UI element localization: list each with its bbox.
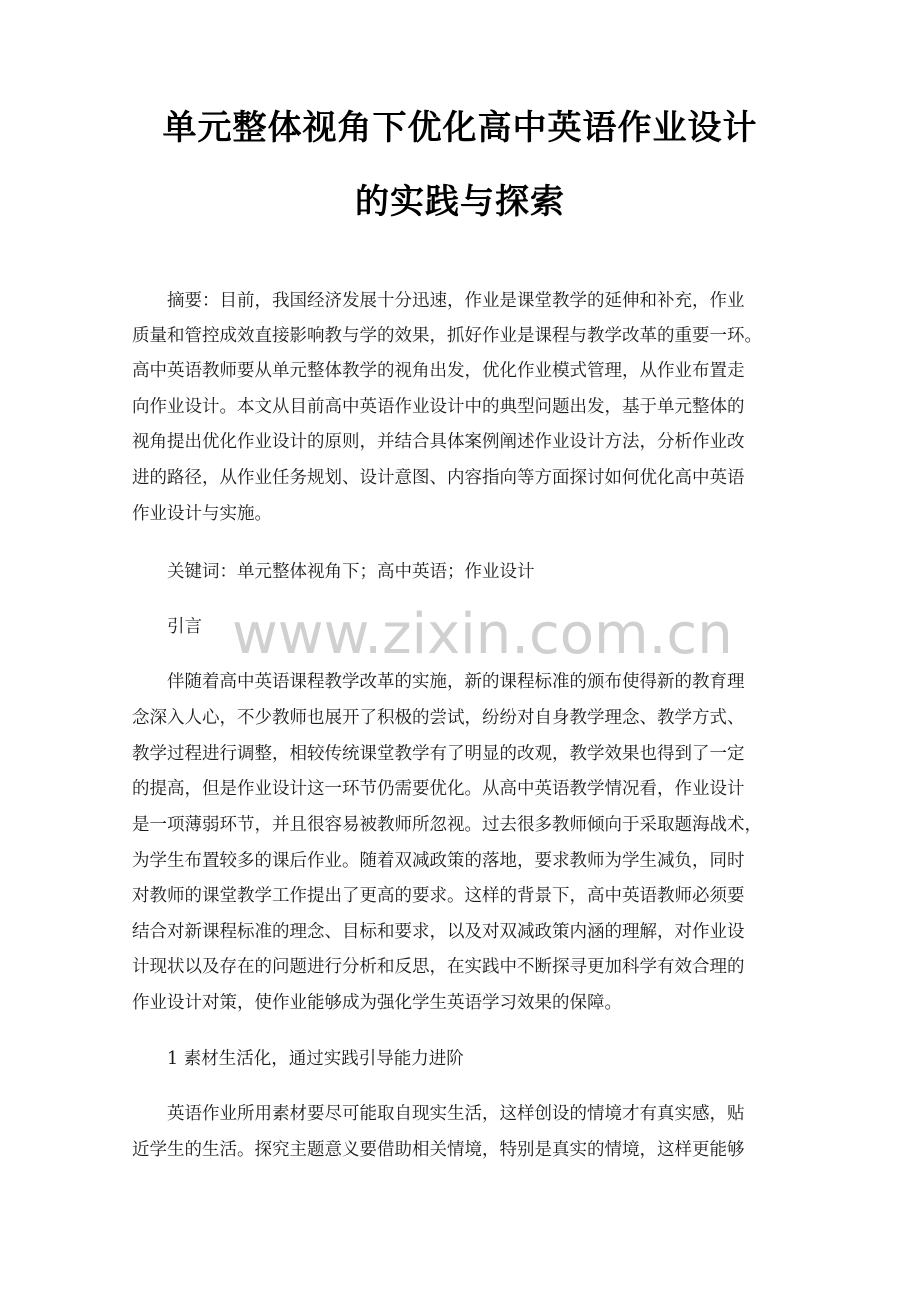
watermark: www.zixin.com.cn [232,602,733,667]
intro-line: 对教师的课堂教学工作提出了更高的要求。这样的背景下，高中英语教师必须要 [132,886,745,906]
intro-line: 伴随着高中英语课程教学改革的实施，新的课程标准的颁布使得新的教育理 [132,672,745,692]
intro-line: 是一项薄弱环节，并且很容易被教师所忽视。过去很多教师倾向于采取题海战术， [132,815,762,835]
intro-line: 教学过程进行调整，相较传统课堂教学有了明显的改观，教学效果也得到了一定 [132,744,745,764]
abstract-line: 摘要：目前，我国经济发展十分迅速，作业是课堂教学的延伸和补充，作业 [132,291,745,311]
section-1-heading: 1 素材生活化，通过实践引导能力进阶 [132,1049,464,1069]
section-1-line: 英语作业所用素材要尽可能取自现实生活，这样创设的情境才有真实感，贴 [132,1104,745,1124]
intro-line: 结合对新课程标准的理念、目标和要求，以及对双减政策内涵的理解，对作业设 [132,922,745,942]
abstract-line: 向作业设计。本文从目前高中英语作业设计中的典型问题出发，基于单元整体的 [132,397,745,417]
section-1-line: 近学生的生活。探究主题意义要借助相关情境，特别是真实的情境，这样更能够 [132,1140,745,1160]
intro-line: 念深入人心，不少教师也展开了积极的尝试，纷纷对自身教学理念、教学方式、 [132,708,745,728]
abstract-line: 质量和管控成效直接影响教与学的效果，抓好作业是课程与教学改革的重要一环。 [132,326,762,346]
intro-line: 作业设计对策，使作业能够成为强化学生英语学习效果的保障。 [132,993,622,1013]
abstract-line: 作业设计与实施。 [132,504,272,524]
intro-line: 计现状以及存在的问题进行分析和反思，在实践中不断探寻更加科学有效合理的 [132,957,745,977]
intro-line: 的提高，但是作业设计这一环节仍需要优化。从高中英语教学情况看，作业设计 [132,779,745,799]
intro-line: 为学生布置较多的课后作业。随着双减政策的落地，要求教师为学生减负，同时 [132,851,745,871]
title-line-2: 的实践与探索 [355,182,565,222]
abstract-line: 视角提出优化作业设计的原则，并结合具体案例阐述作业设计方法，分析作业改 [132,432,745,452]
title-line-1: 单元整体视角下优化高中英语作业设计 [162,108,758,148]
intro-heading: 引言 [132,617,202,637]
abstract-line: 进的路径，从作业任务规划、设计意图、内容指向等方面探讨如何优化高中英语 [132,468,745,488]
abstract-line: 高中英语教师要从单元整体教学的视角出发，优化作业模式管理，从作业布置走 [132,361,745,381]
keywords: 关键词：单元整体视角下；高中英语；作业设计 [132,562,535,582]
